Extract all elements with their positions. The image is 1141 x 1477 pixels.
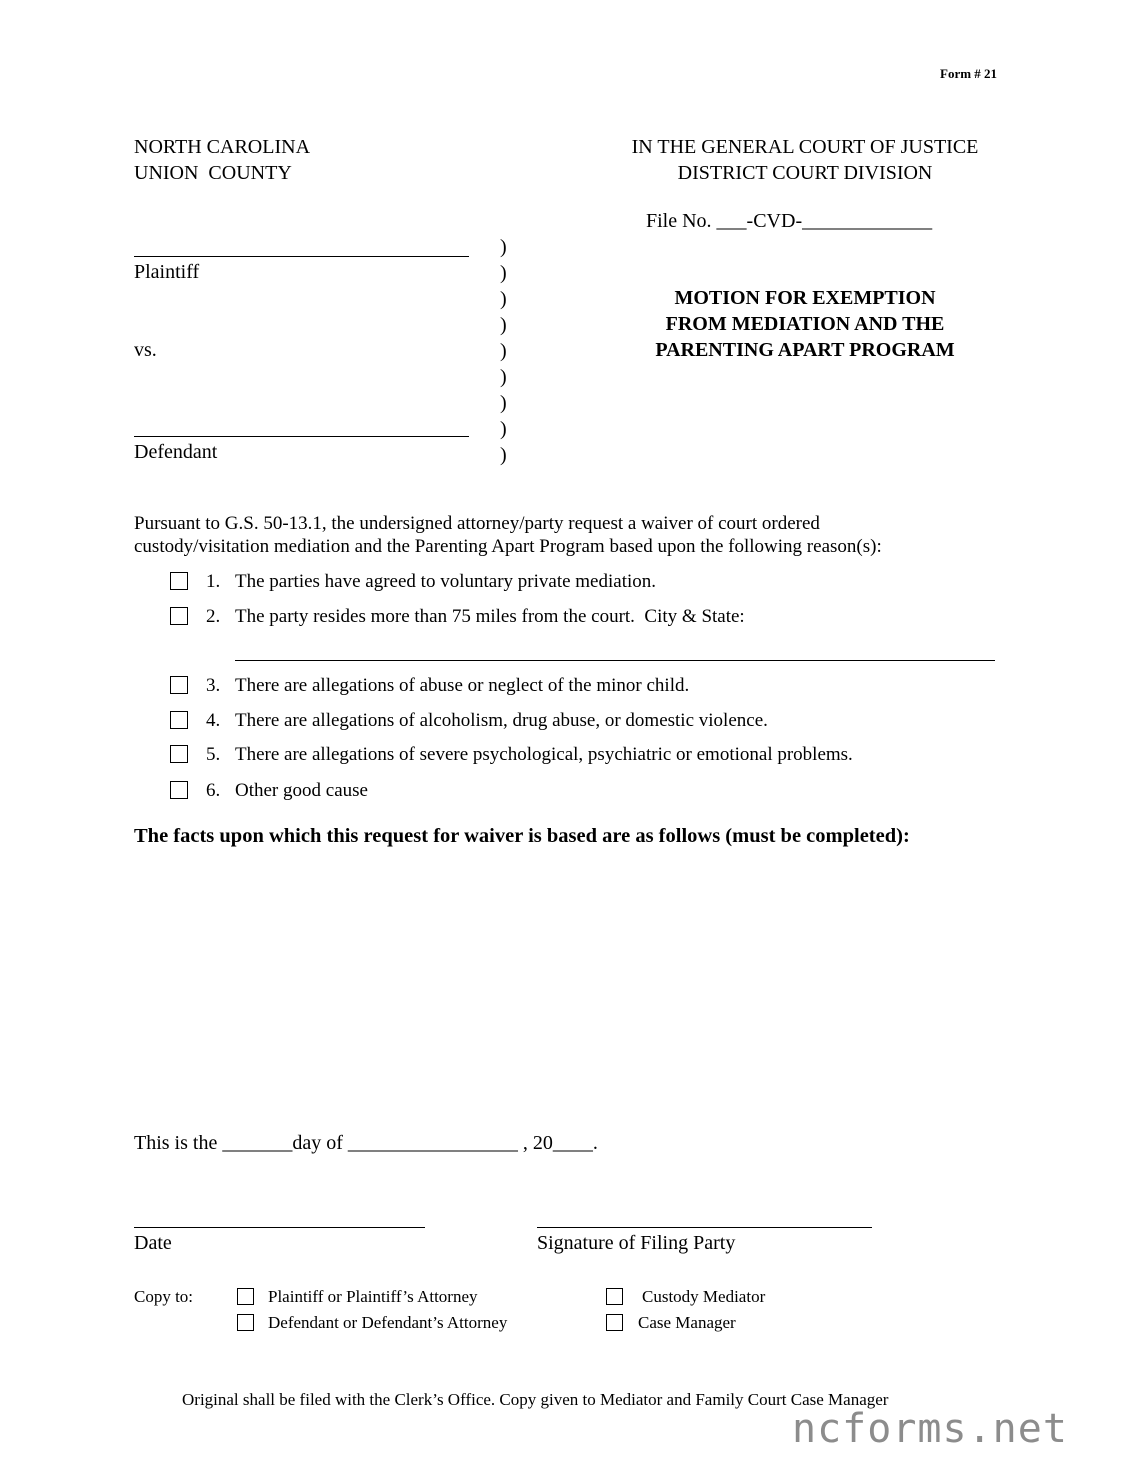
vs-label: vs. <box>134 339 157 361</box>
form-number: Form # 21 <box>940 66 998 81</box>
defendant-label: Defendant <box>134 441 218 463</box>
filing-party-signature-line[interactable] <box>537 1227 872 1228</box>
court-division: DISTRICT COURT DIVISION <box>677 162 933 184</box>
copy-option-label: Defendant or Defendant’s Attorney <box>268 1313 508 1332</box>
signature-label: Signature of Filing Party <box>537 1232 736 1254</box>
facts-heading: The facts upon which this request for waiver is based are as follows (must be completed): <box>134 825 910 847</box>
caption-paren: ) <box>500 340 507 362</box>
reason-number: 6. <box>206 780 221 801</box>
reason-text: Other good cause <box>235 780 368 801</box>
caption-paren: ) <box>500 444 507 466</box>
reason-number: 2. <box>206 606 221 627</box>
county-name: UNION COUNTY <box>134 162 292 184</box>
reason-5-checkbox[interactable] <box>170 745 188 763</box>
intro-text-line1: Pursuant to G.S. 50-13.1, the undersigned attorney/party request a waiver of court ordered <box>134 513 820 534</box>
intro-text-line2: custody/visitation mediation and the Parenting Apart Program based upon the following reason(s): <box>134 536 882 557</box>
copy-option-label: Custody Mediator <box>642 1287 766 1306</box>
reason-text: There are allegations of abuse or neglect of the minor child. <box>235 675 690 696</box>
reason-2-checkbox[interactable] <box>170 607 188 625</box>
date-signature-line[interactable] <box>134 1227 425 1228</box>
facts-entry-area[interactable] <box>134 858 1004 1118</box>
reason-number: 3. <box>206 675 221 696</box>
dated-line[interactable]: This is the _______day of _________________ , 20____. <box>134 1132 598 1154</box>
motion-title-line1: MOTION FOR EXEMPTION <box>674 287 936 309</box>
plaintiff-label: Plaintiff <box>134 261 200 283</box>
footer-note: Original shall be filed with the Clerk’s Office. Copy given to Mediator and Family Court Case Manager <box>182 1390 889 1409</box>
reason-text: The parties have agreed to voluntary private mediation. <box>235 571 657 592</box>
copy-case-manager-checkbox[interactable] <box>606 1314 623 1331</box>
reason-number: 1. <box>206 571 221 592</box>
file-number-field[interactable]: File No. ___-CVD-_____________ <box>646 210 933 232</box>
copy-option-label: Case Manager <box>638 1313 736 1332</box>
date-label: Date <box>134 1232 172 1254</box>
copy-defendant-checkbox[interactable] <box>237 1314 254 1331</box>
reason-number: 5. <box>206 744 221 765</box>
copy-option-label: Plaintiff or Plaintiff’s Attorney <box>268 1287 478 1306</box>
city-state-line[interactable] <box>235 660 995 661</box>
reason-6-checkbox[interactable] <box>170 781 188 799</box>
caption-paren: ) <box>500 262 507 284</box>
motion-title-line3: PARENTING APART PROGRAM <box>655 339 955 361</box>
copy-mediator-checkbox[interactable] <box>606 1288 623 1305</box>
caption-paren: ) <box>500 366 507 388</box>
state-name: NORTH CAROLINA <box>134 136 311 158</box>
reason-3-checkbox[interactable] <box>170 676 188 694</box>
motion-title-line2: FROM MEDIATION AND THE <box>665 313 945 335</box>
defendant-name-line[interactable] <box>134 436 469 437</box>
watermark: ncforms.net <box>792 1406 1068 1452</box>
caption-paren: ) <box>500 392 507 414</box>
caption-paren: ) <box>500 288 507 310</box>
plaintiff-name-line[interactable] <box>134 256 469 257</box>
court-name: IN THE GENERAL COURT OF JUSTICE <box>631 136 979 158</box>
copy-to-label: Copy to: <box>134 1287 194 1306</box>
caption-paren: ) <box>500 314 507 336</box>
copy-plaintiff-checkbox[interactable] <box>237 1288 254 1305</box>
reason-number: 4. <box>206 710 221 731</box>
reason-4-checkbox[interactable] <box>170 711 188 729</box>
caption-paren: ) <box>500 236 507 258</box>
reason-text: There are allegations of severe psychological, psychiatric or emotional problems. <box>235 744 853 765</box>
reason-1-checkbox[interactable] <box>170 572 188 590</box>
reason-text: There are allegations of alcoholism, drug abuse, or domestic violence. <box>235 710 768 731</box>
caption-paren: ) <box>500 418 507 440</box>
reason-text: The party resides more than 75 miles from the court. City & State: <box>235 606 745 627</box>
